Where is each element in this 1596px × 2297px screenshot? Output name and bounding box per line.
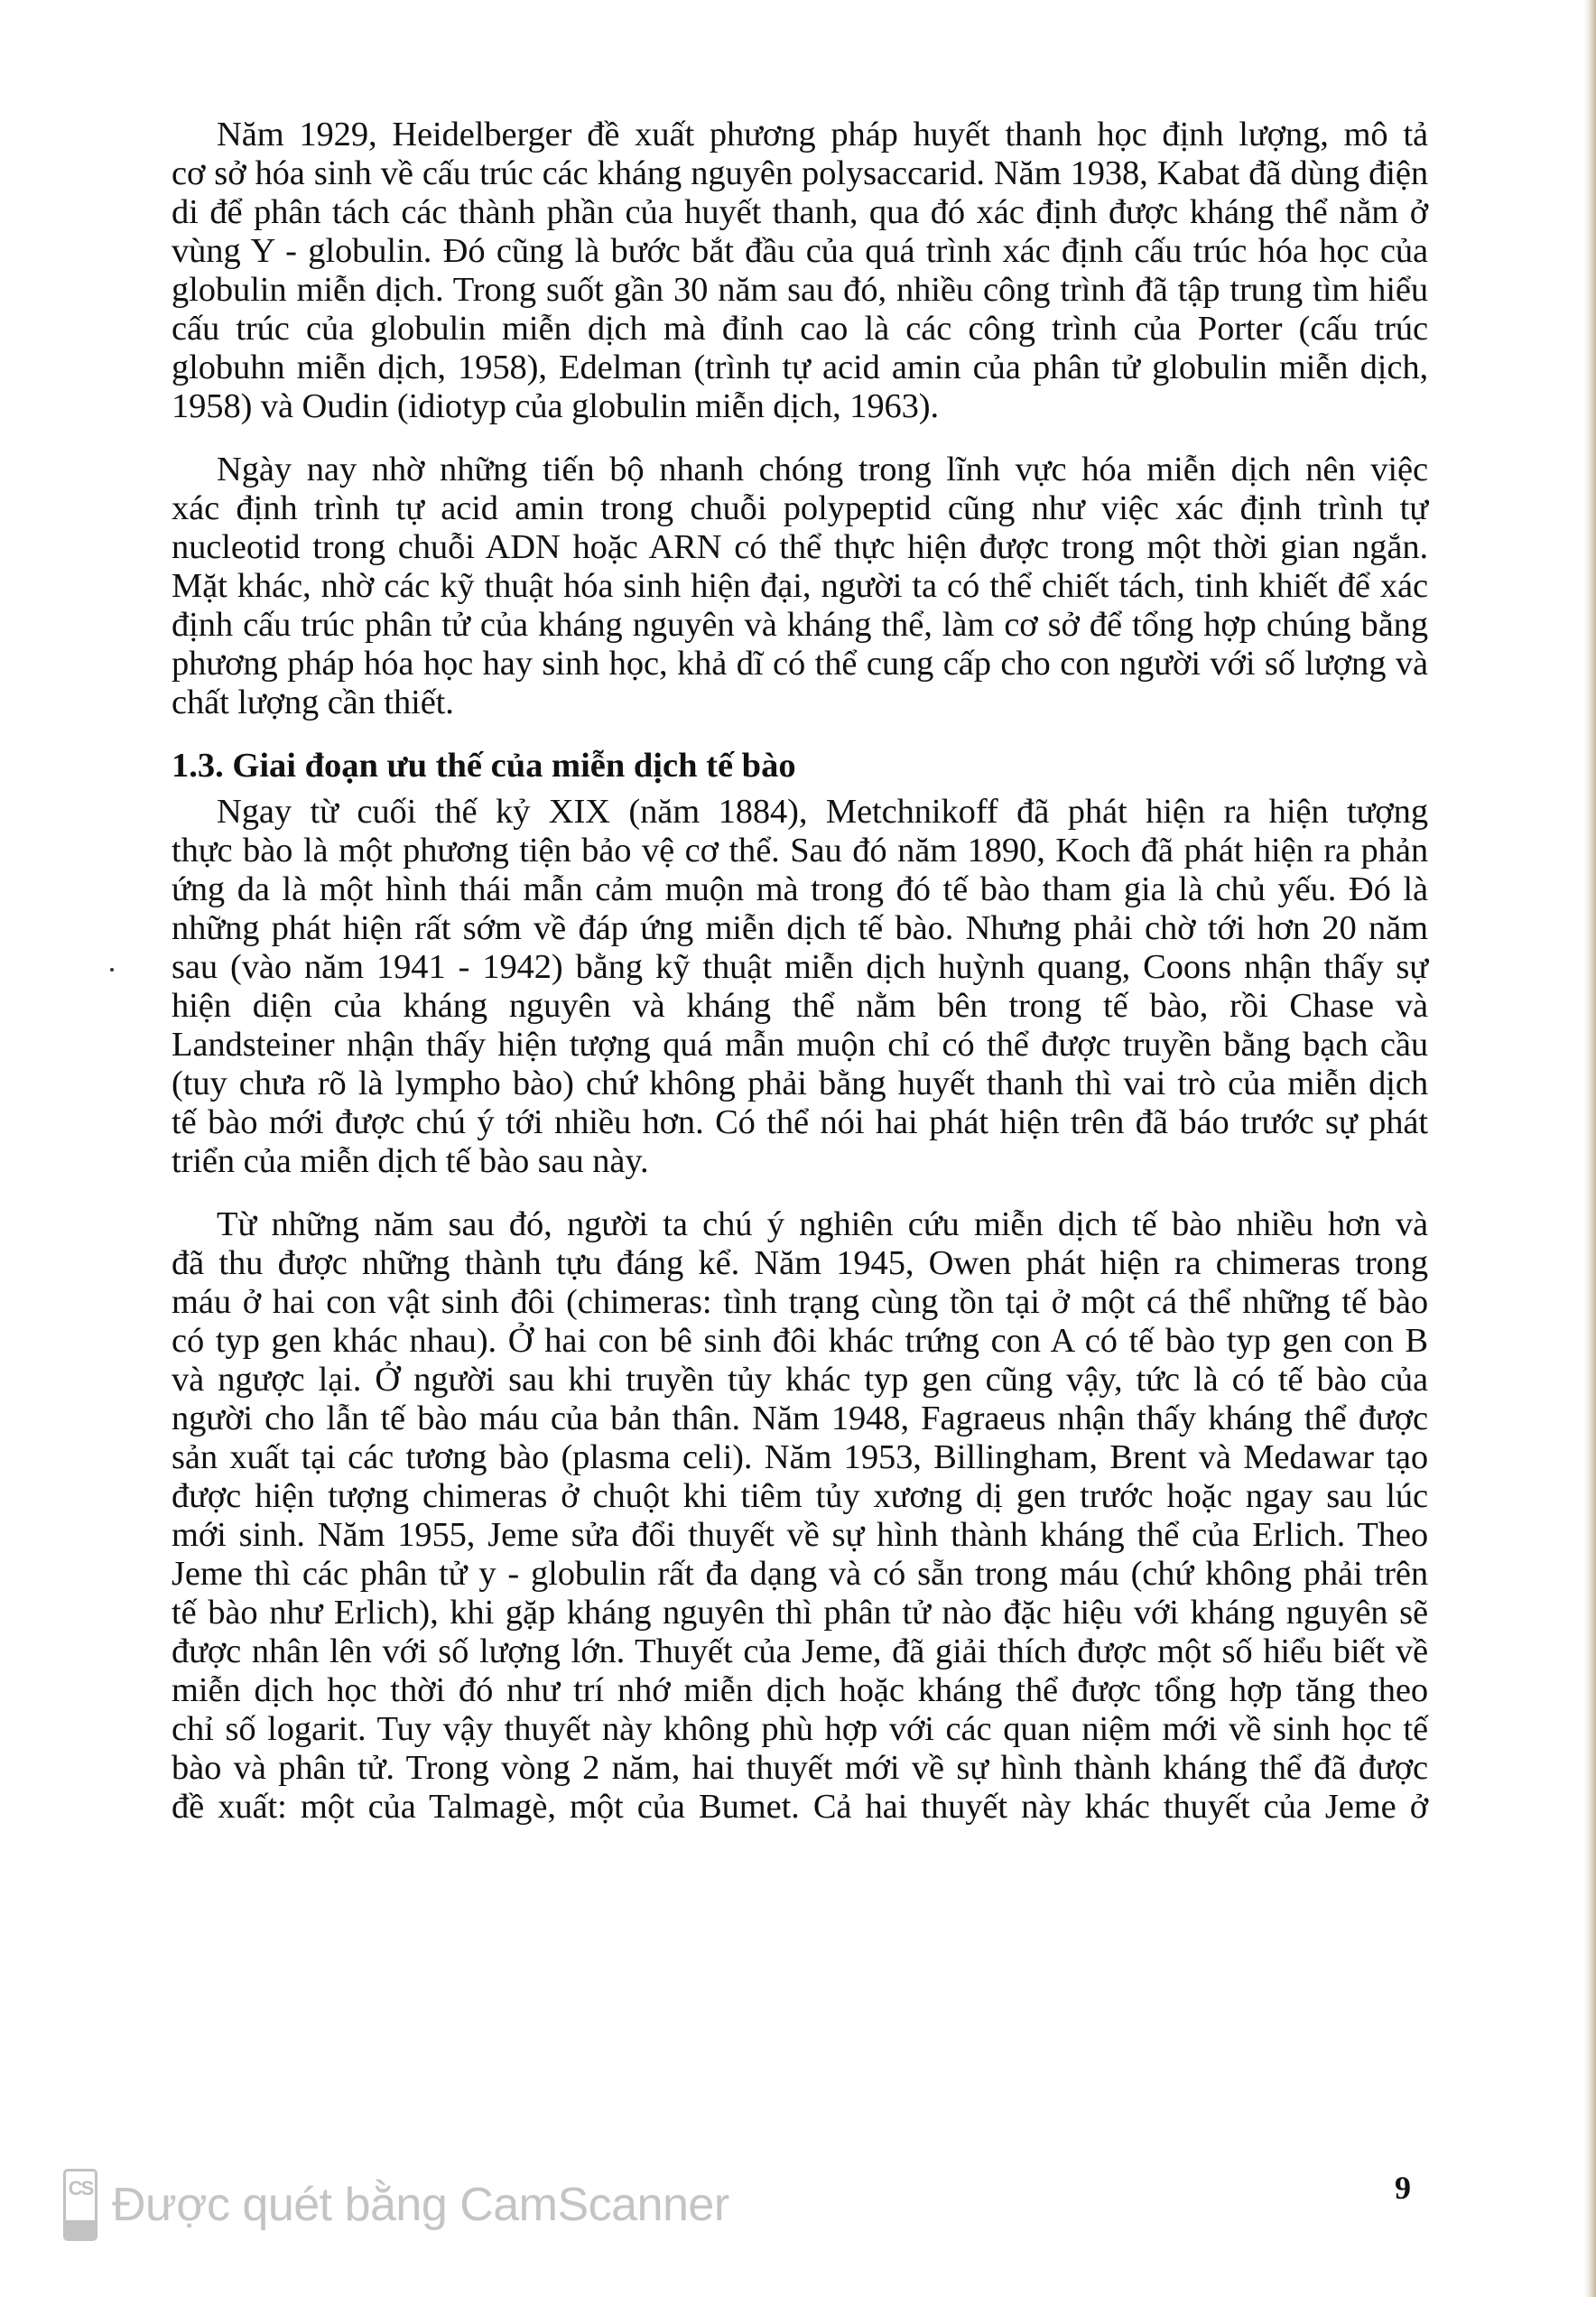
text-line: chỉ số logarit. Tuy vậy thuyết này không phù hợp với các quan niệm mới về sinh học tế [172,1710,1428,1748]
text-line: (tuy chưa rõ là lympho bào) chứ không phải bằng huyết thanh thì vai trò của miễn dịch [172,1065,1428,1102]
text-line: hiện diện của kháng nguyên và kháng thể nằm bên trong tế bào, rồi Chase và [172,987,1428,1025]
text-line: globuhn miễn dịch, 1958), Edelman (trình tự acid amin của phân tử globulin miễn dịch, [172,349,1428,386]
text-line: triển của miễn dịch tế bào sau này. [172,1142,649,1180]
text-line: được hiện tượng chimeras ở chuột khi tiêm tủy xương dị gen trước hoặc ngay sau lúc [172,1477,1428,1515]
text-line: miễn dịch học thời đó như trí nhớ miễn dịch hoặc kháng thể được tổng hợp tăng theo [172,1671,1428,1709]
text-line: đề xuất: một của Talmagè, một của Bumet. Cả hai thuyết này khác thuyết của Jeme ở [172,1788,1428,1826]
camscanner-logo-text: CS [68,2177,93,2199]
paragraphs-after-heading [172,793,1428,1827]
text-line: Mặt khác, nhờ các kỹ thuật hóa sinh hiện đại, người ta có thể chiết tách, tinh khiết để xác [172,567,1428,605]
text-line: Ngay từ cuối thế kỷ XIX (năm 1884), Metchnikoff đã phát hiện ra hiện tượng [217,793,1428,831]
text-line: chất lượng cần thiết. [172,684,454,721]
text-line: Jeme thì các phân tử y - globulin rất đa dạng và có sẵn trong máu (chứ không phải trên [172,1555,1428,1593]
text-line: sau (vào năm 1941 - 1942) bằng kỹ thuật miễn dịch huỳnh quang, Coons nhận thấy sự [172,948,1428,986]
text-line: cơ sở hóa sinh về cấu trúc các kháng nguyên polysaccarid. Năm 1938, Kabat đã dùng điện [172,154,1428,192]
paragraphs-before-heading [172,116,1428,722]
text-line: được nhân lên với số lượng lớn. Thuyết của Jeme, đã giải thích được một số hiểu biết về [172,1632,1428,1670]
text-line: Landsteiner nhận thấy hiện tượng quá mẫn muộn chỉ có thể được truyền bằng bạch cầu [172,1026,1428,1064]
text-line: những phát hiện rất sớm về đáp ứng miễn dịch tế bào. Nhưng phải chờ tới hơn 20 năm [172,909,1428,947]
text-line: di để phân tách các thành phần của huyết thanh, qua đó xác định được kháng thể nằm ở [172,193,1428,231]
text-line: nucleotid trong chuỗi ADN hoặc ARN có thể thực hiện được trong một thời gian ngắn. [172,528,1428,566]
text-line: globulin miễn dịch. Trong suốt gần 30 năm sau đó, nhiều công trình đã tập trung tìm hiểu [172,271,1428,309]
paragraph [172,116,1428,426]
text-line: 1958) và Oudin (idiotyp của globulin miễn dịch, 1963). [172,387,940,425]
text-line: vùng Y - globulin. Đó cũng là bước bắt đầu của quá trình xác định cấu trúc hóa học của [172,232,1428,270]
page-number: 9 [1395,2170,1411,2206]
watermark-text: Được quét bằng CamScanner [112,2179,729,2231]
text-line: xác định trình tự acid amin trong chuỗi polypeptid cũng như việc xác định trình tự [172,489,1428,527]
camscanner-logo-bar [66,2220,95,2238]
paragraph [172,793,1428,1181]
text-line: đã thu được những thành tựu đáng kể. Năm 1945, Owen phát hiện ra chimeras trong [172,1244,1428,1282]
page-edge-shadow [1583,0,1596,2297]
text-line: Ngày nay nhờ những tiến bộ nhanh chóng trong lĩnh vực hóa miễn dịch nên việc [217,451,1428,488]
text-line: tế bào mới được chú ý tới nhiều hơn. Có thể nói hai phát hiện trên đã báo trước sự phát [172,1103,1428,1141]
text-line: Năm 1929, Heidelberger đề xuất phương pháp huyết thanh học định lượng, mô tả [217,116,1428,153]
text-line: phương pháp hóa học hay sinh học, khả dĩ có thể cung cấp cho con người với số lượng và [172,645,1428,683]
text-line: Từ những năm sau đó, người ta chú ý nghiên cứu miễn dịch tế bào nhiều hơn và [217,1205,1428,1243]
text-line: định cấu trúc phân tử của kháng nguyên và kháng thể, làm cơ sở để tổng hợp chúng bằng [172,606,1428,644]
paragraph [172,451,1428,722]
text-line: tế bào như Erlich), khi gặp kháng nguyên thì phân tử nào đặc hiệu với kháng nguyên sẽ [172,1594,1428,1632]
paragraph [172,1205,1428,1827]
text-line: sản xuất tại các tương bào (plasma celi). Năm 1953, Billingham, Brent và Medawar tạo [172,1438,1428,1476]
text-line: thực bào là một phương tiện bảo vệ cơ thể. Sau đó năm 1890, Koch đã phát hiện ra phản [172,832,1428,870]
camscanner-logo-icon [63,2169,97,2241]
text-line: có typ gen khác nhau). Ở hai con bê sinh đôi khác trứng con A có tế bào typ gen con B [172,1322,1428,1360]
text-line: mới sinh. Năm 1955, Jeme sửa đổi thuyết về sự hình thành kháng thể của Erlich. Theo [172,1516,1428,1554]
text-line: bào và phân tử. Trong vòng 2 năm, hai thuyết mới về sự hình thành kháng thể đã được [172,1749,1428,1787]
section-heading: 1.3. Giai đoạn ưu thế của miễn dịch tế bào [172,747,796,785]
text-line: người cho lẫn tế bào máu của bản thân. Năm 1948, Fagraeus nhận thấy kháng thể được [172,1400,1428,1437]
text-line: ứng da là một hình thái mẫn cảm muộn mà trong đó tế bào tham gia là chủ yếu. Đó là [172,870,1428,908]
page-body [172,116,1428,1851]
camscanner-watermark [63,2169,729,2241]
scan-speck [110,968,114,972]
text-line: và ngược lại. Ở người sau khi truyền tủy khác typ gen cũng vậy, tức là có tế bào của [172,1361,1428,1399]
text-line: máu ở hai con vật sinh đôi (chimeras: tình trạng cùng tồn tại ở một cá thể những tế bào [172,1283,1428,1321]
text-line: cấu trúc của globulin miễn dịch mà đỉnh cao là các công trình của Porter (cấu trúc [172,310,1428,348]
